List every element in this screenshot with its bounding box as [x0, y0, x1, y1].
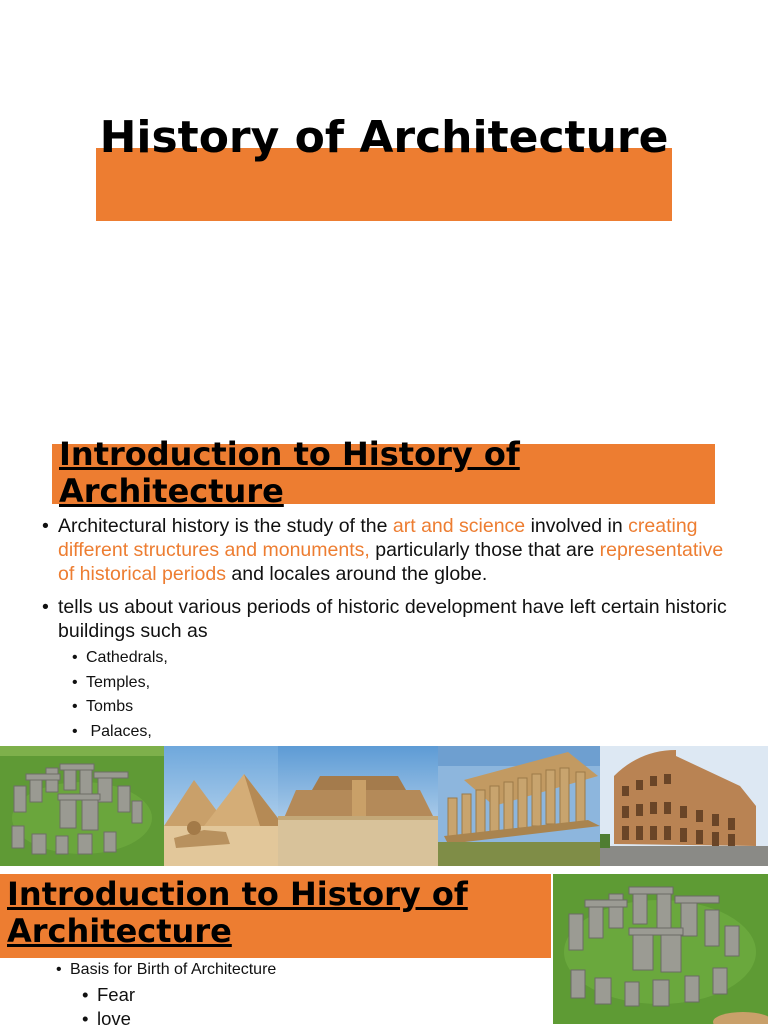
- slide-title: History of Architecture: [99, 112, 669, 163]
- stonehenge-photo: [0, 746, 164, 866]
- stonehenge-side-photo: [553, 874, 768, 1024]
- bullet-text: Architectural history is the study of the: [58, 515, 393, 537]
- list-item: • Cathedrals,: [72, 649, 168, 666]
- list-item: • love: [82, 1008, 131, 1029]
- bullet-dot: •: [56, 961, 62, 978]
- bullet-dot: •: [42, 515, 49, 537]
- bullet-text: tells us about various periods of historic development have left certain historic buildings such as: [58, 596, 727, 642]
- ziggurat-photo: [278, 746, 438, 866]
- colosseum-photo: [600, 746, 768, 866]
- list-item: • Palaces,: [72, 722, 152, 740]
- highlight-art-and-science: art and science: [392, 515, 526, 537]
- bullet-definition: [42, 514, 742, 586]
- list-item: • Fear: [82, 984, 136, 1005]
- intro-heading: Introduction to History of Architecture: [59, 435, 520, 510]
- bullet-basis: [56, 958, 276, 982]
- bullet-text: Basis for Birth of Architecture: [70, 961, 277, 978]
- highlight-structures: creating different structures and monuments,: [58, 515, 698, 561]
- bullet-dot: •: [42, 596, 49, 618]
- building-list: [72, 646, 168, 744]
- list-item: • Temples,: [72, 673, 151, 691]
- bullet-text: and locales around the globe.: [226, 563, 488, 585]
- bullet-text: involved in: [525, 515, 629, 537]
- photo-strip: [0, 746, 768, 866]
- bullet-periods: [42, 595, 742, 643]
- bullet-text: particularly those that are: [369, 539, 600, 561]
- pyramids-sphinx-photo: [164, 746, 278, 866]
- greek-temple-photo: [438, 746, 600, 866]
- intro-heading-2: Introduction to History of Architecture: [7, 875, 468, 950]
- highlight-historical-periods: representative of historical periods: [58, 539, 724, 585]
- list-item: • Tombs: [72, 698, 134, 715]
